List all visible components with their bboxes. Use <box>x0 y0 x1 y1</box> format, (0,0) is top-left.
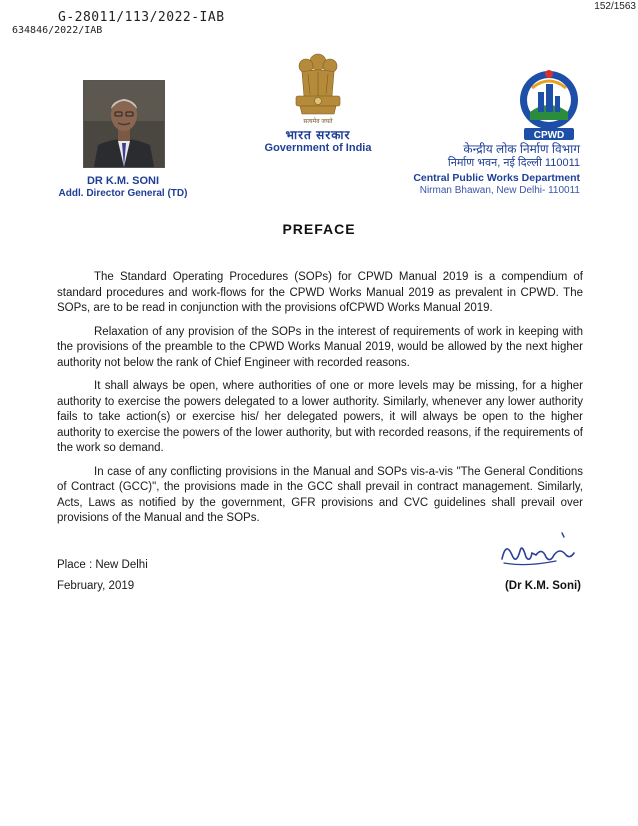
page-number: 152/1563 <box>594 1 636 12</box>
preface-paragraph: In case of any conflicting provisions in the Manual and SOPs vis-a-vis "The General Conditions of Contract (GCC)", the provisions made in the GCC shall prevail in contract management. Similarly, Acts, Laws as notified by the government, GFR provisions and CVC guidelines shall prevail over provisions of the Manual and the SOPs. <box>57 465 583 524</box>
file-number: G-28011/113/2022-IAB <box>58 10 225 25</box>
portrait-image <box>84 81 164 167</box>
department-name-hindi: केन्द्रीय लोक निर्माण विभाग <box>463 142 580 156</box>
document-heading: PREFACE <box>282 221 356 237</box>
person-name: DR K.M. SONI <box>86 175 160 187</box>
logo-text: CPWD <box>533 130 565 141</box>
handwritten-signature <box>496 525 580 573</box>
department-address-english: Nirman Bhawan, New Delhi- 110011 <box>419 185 580 196</box>
preface-paragraph: It shall always be open, where authorities of one or more levels may be missing, for a higher authority to exercise the powers delegated to a lower authority. Similarly, whenever any lower authority fails to take action(s) or exercise his/ her delegated powers, it will always be open to the higher authority to exercise the powers of the lower authority, but with recorded reasons, if the requirements of the work so demand. <box>57 380 583 454</box>
department-name-english: Central Public Works Department <box>413 172 580 184</box>
government-title-hindi: भारत सरकार <box>285 128 351 142</box>
portrait-photo <box>83 80 165 168</box>
signing-date: February, 2019 <box>57 580 135 592</box>
signatory-name: (Dr K.M. Soni) <box>504 580 581 592</box>
emblem-motto: सत्यमेव जयते <box>303 119 333 125</box>
preface-body <box>57 270 583 535</box>
cpwd-logo-icon <box>518 68 580 142</box>
department-address-hindi: निर्माण भवन, नई दिल्ली 110011 <box>447 157 580 169</box>
document-id: 634846/2022/IAB <box>12 25 103 36</box>
government-title-english: Government of India <box>264 142 372 154</box>
signing-place: Place : New Delhi <box>57 559 148 571</box>
preface-paragraph: The Standard Operating Procedures (SOPs) for CPWD Manual 2019 is a compendium of standard procedures and work-flows for the CPWD Works Manual 2019 as prevalent in CPWD. The SOPs, are to be read in conjunction with the provisions ofCPWD Works Manual 2019. <box>57 271 583 314</box>
preface-paragraph: Relaxation of any provision of the SOPs in the interest of requirements of work in keeping with the provisions of the preamble to the CPWD Works Manual 2019, would be allowed by the next higher authority not below the rank of Chief Engineer with recorded reasons. <box>57 325 583 369</box>
person-designation: Addl. Director General (TD) <box>58 188 188 199</box>
